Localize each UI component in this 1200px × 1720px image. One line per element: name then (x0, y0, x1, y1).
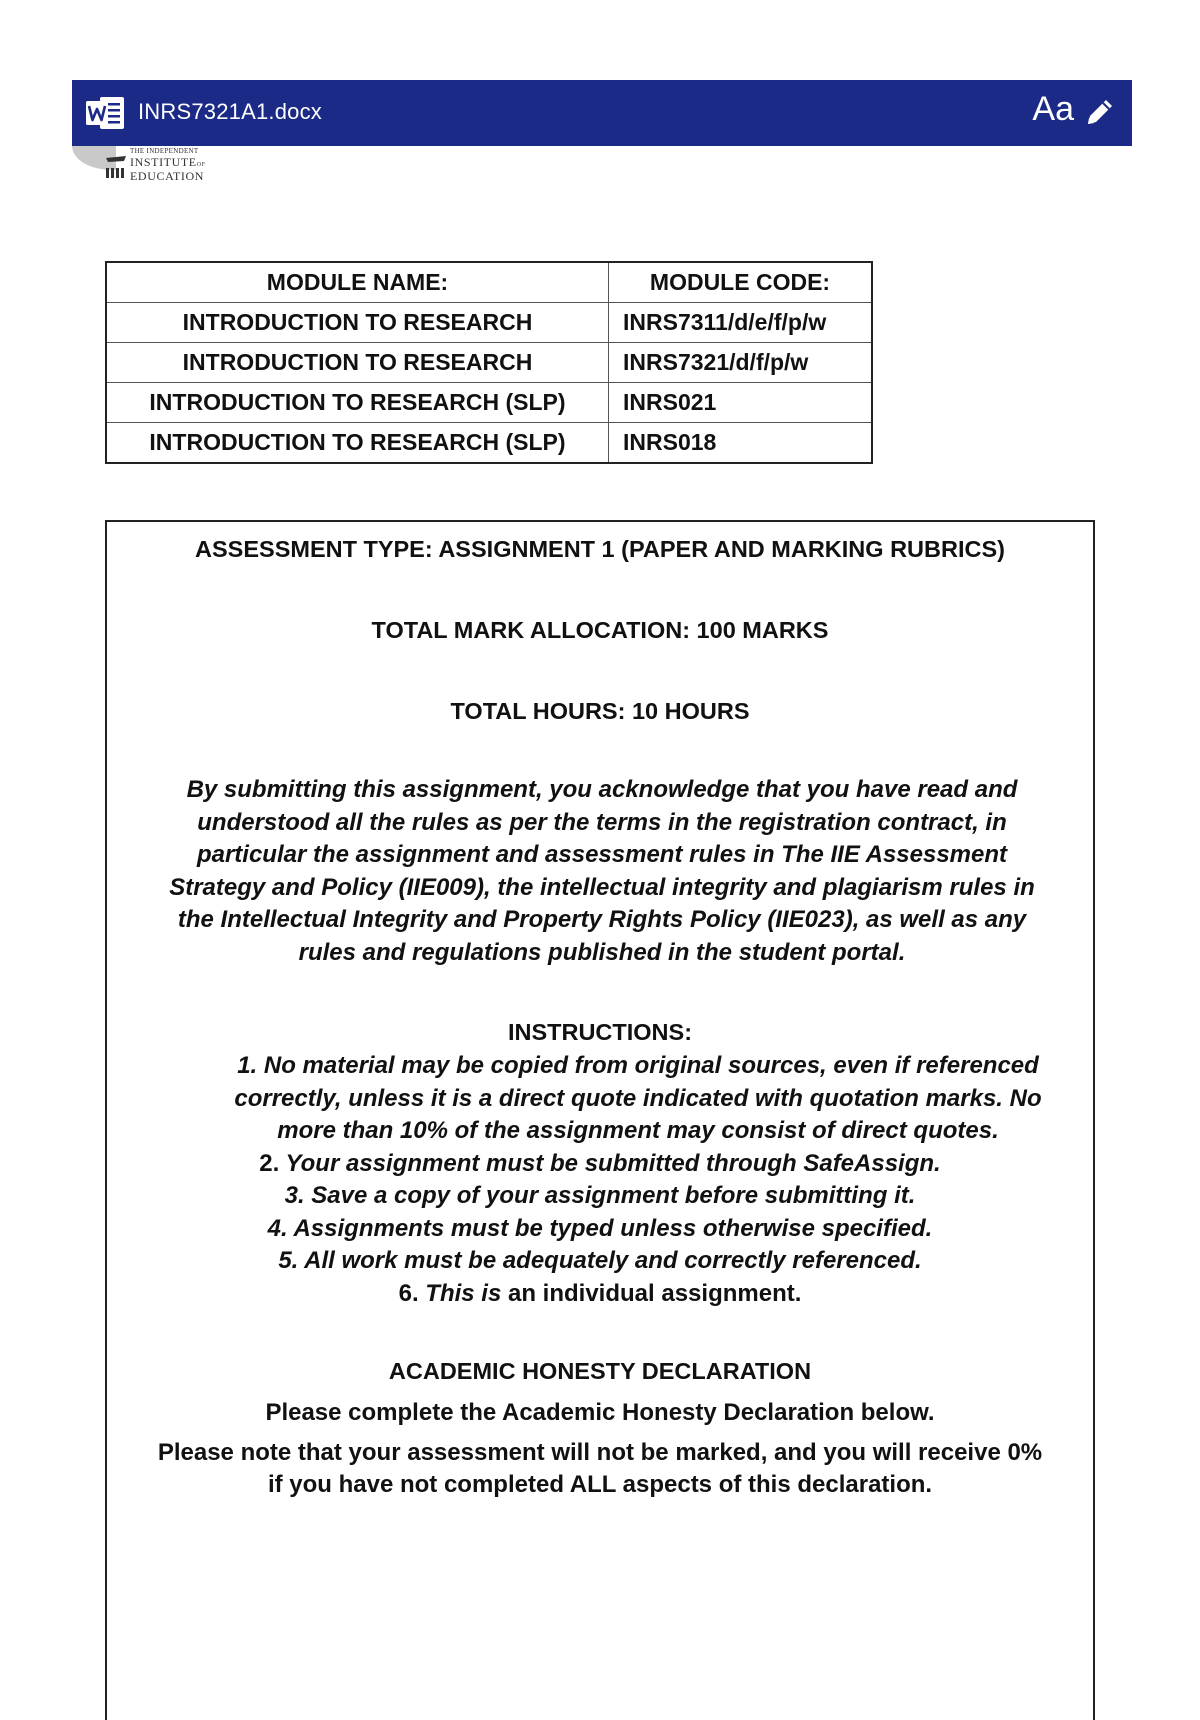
iie-logo (72, 146, 242, 186)
instruction-item-5: 5. All work must be adequately and correctly referenced. (278, 1247, 922, 1274)
instruction-item-2: 2. Your assignment must be submitted through SafeAssign. (259, 1150, 941, 1177)
module-code-cell: INRS7311/d/e/f/p/w (609, 303, 873, 343)
document-filename: INRS7321A1.docx (138, 99, 322, 124)
honesty-heading: ACADEMIC HONESTY DECLARATION (388, 1358, 812, 1384)
module-name-cell: INTRODUCTION TO RESEARCH (106, 343, 609, 383)
assessment-type: ASSESSMENT TYPE: ASSIGNMENT 1 (PAPER AND MARKING RUBRICS) (195, 536, 1005, 562)
table-row (106, 343, 872, 383)
assessment-box (105, 520, 1095, 1720)
document-viewer-header (72, 80, 1132, 146)
total-marks: TOTAL MARK ALLOCATION: 100 MARKS (371, 617, 829, 643)
total-hours: TOTAL HOURS: 10 HOURS (450, 698, 750, 724)
logo-mark-icon (104, 154, 128, 180)
instruction-item-1: 1. No material may be copied from original sources, even if referenced correctly, unless it is a direct quote indicated with quotation marks. No more than 10% of the assignment may consist of direct quotes. (234, 1052, 1042, 1144)
table-row (106, 303, 872, 343)
logo-wordmark: THE INDEPENDENT INSTITUTEOF EDUCATION (130, 147, 206, 183)
module-code-cell: INRS7321/d/f/p/w (609, 343, 873, 383)
pencil-icon[interactable] (1080, 94, 1118, 132)
module-table (105, 261, 873, 464)
table-header-row (106, 262, 872, 303)
table-row (106, 423, 872, 464)
module-name-cell: INTRODUCTION TO RESEARCH (106, 303, 609, 343)
instructions-heading: INSTRUCTIONS: (507, 1019, 693, 1045)
acknowledgement-paragraph: By submitting this assignment, you acknowledge that you have read and understood all the rules as per the terms in the registration contract, in particular the assignment and assessment rules in The IIE Assessment Strategy and Policy (IIE009), the intellectual integrity and plagiarism rules in the Intellectual Integrity and Property Rights Policy (IIE023), as well as any rules and regulations published in the student portal. (169, 776, 1035, 966)
module-name-cell: INTRODUCTION TO RESEARCH (SLP) (106, 383, 609, 423)
module-code-cell: INRS021 (609, 383, 873, 423)
honesty-warning-line-1: Please note that your assessment will not be marked, and you will receive 0% (157, 1439, 1043, 1466)
module-code-cell: INRS018 (609, 423, 873, 464)
module-code-header: MODULE CODE: (609, 262, 873, 303)
module-name-header: MODULE NAME: (106, 262, 609, 303)
instruction-item-3: 3. Save a copy of your assignment before submitting it. (284, 1182, 916, 1209)
instruction-item-4: 4. Assignments must be typed unless otherwise specified. (267, 1215, 933, 1242)
table-row (106, 383, 872, 423)
font-size-button[interactable]: Aa (1032, 90, 1074, 128)
instruction-item-6: 6. This is an individual assignment. (398, 1280, 802, 1307)
honesty-warning-line-2: if you have not completed ALL aspects of this declaration. (267, 1471, 933, 1498)
word-doc-icon (86, 95, 126, 131)
honesty-instruction: Please complete the Academic Honesty Declaration below. (265, 1399, 935, 1426)
module-name-cell: INTRODUCTION TO RESEARCH (SLP) (106, 423, 609, 464)
